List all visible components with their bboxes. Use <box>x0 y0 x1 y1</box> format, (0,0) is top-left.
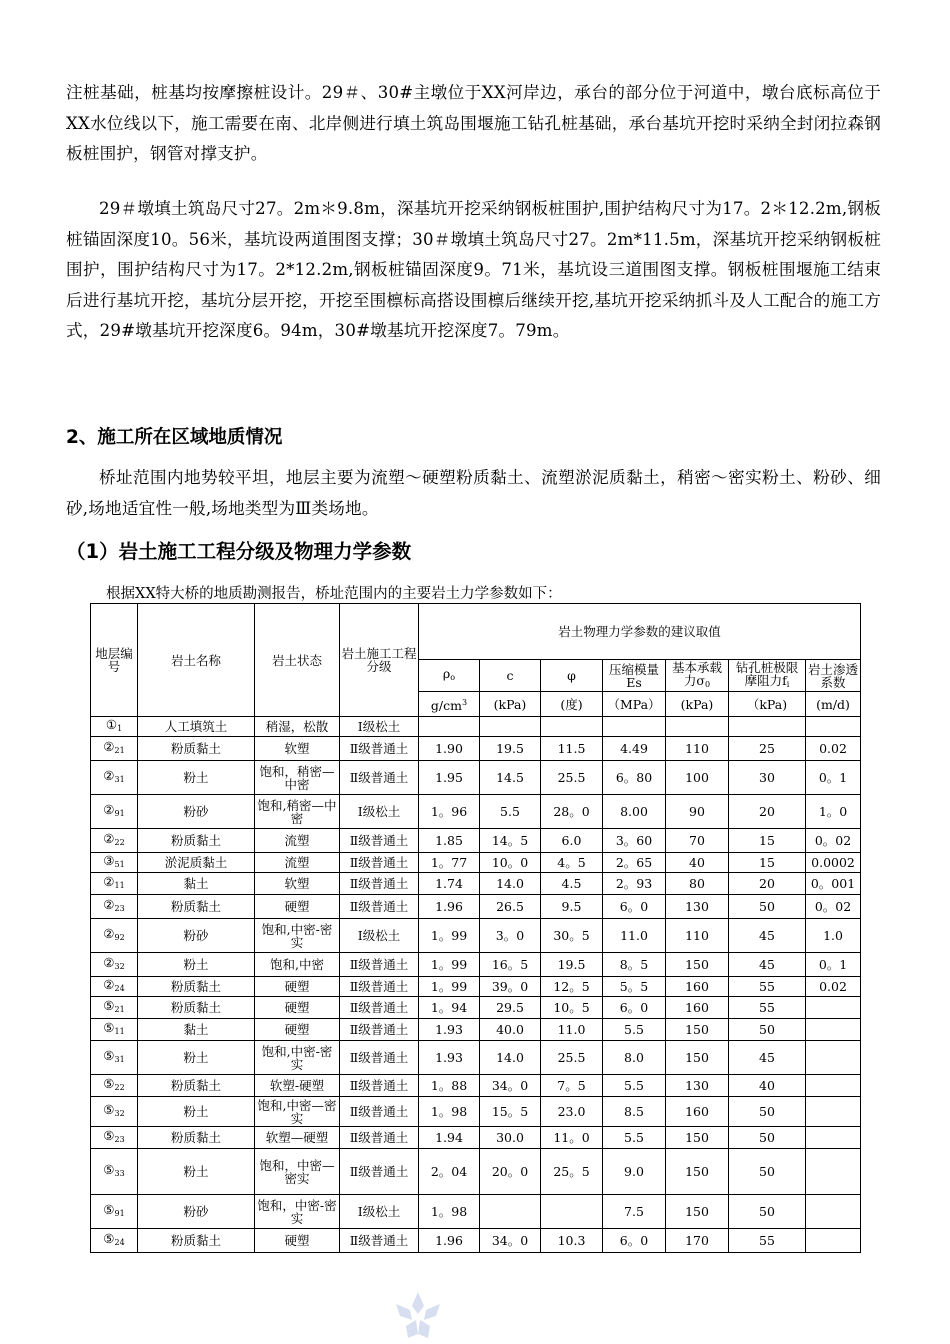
cell-pile-friction: 40 <box>729 1075 806 1097</box>
cell-permeability <box>806 1195 861 1229</box>
cell-cohesion: 30.0 <box>480 1127 541 1149</box>
cell-friction-angle: 10。5 <box>541 997 603 1019</box>
paragraph-pile-foundation: 注桩基础，桩基均按摩擦桩设计。29＃、30#主墩位于XX河岸边，承台的部分位于河道中，墩台底标高位于XX水位线以下，施工需要在南、北岸侧进行填土筑岛围堰施工钻孔桩基础，承台基坑开挖时采纳全封闭拉森钢板桩围护，钢管对撑支护。 <box>66 83 881 164</box>
cell-density: 1。98 <box>419 1097 480 1127</box>
cell-compression-modulus: 8.00 <box>603 795 666 829</box>
header-parameter-group: 岩土物理力学参数的建议取值 <box>419 604 861 660</box>
cell-friction-angle: 25。5 <box>541 1149 603 1195</box>
unit-permeability: (m/d) <box>806 692 861 717</box>
cell-permeability: 0。001 <box>806 873 861 895</box>
cell-soil-name: 粉土 <box>138 761 255 795</box>
soil-parameters-table <box>90 603 861 1253</box>
table-row <box>91 1149 861 1195</box>
cell-compression-modulus: 4.49 <box>603 737 666 761</box>
cell-soil-name: 粉土 <box>138 1097 255 1127</box>
header-bearing-capacity: 基本承载力$\sigma_0$ <box>666 660 729 692</box>
cell-bearing-capacity: 170 <box>666 1229 729 1253</box>
cell-compression-modulus: 5.5 <box>603 1127 666 1149</box>
cell-construction-grade: Ⅱ级普通土 <box>340 1097 419 1127</box>
cell-soil-state: 硬塑 <box>255 1019 340 1041</box>
cell-compression-modulus: 6。0 <box>603 997 666 1019</box>
cell-permeability <box>806 1149 861 1195</box>
cell-friction-angle: 9.5 <box>541 895 603 919</box>
cell-compression-modulus <box>603 717 666 737</box>
cell-friction-angle: 11.0 <box>541 1019 603 1041</box>
cell-construction-grade: Ⅱ级普通土 <box>340 1127 419 1149</box>
cell-construction-grade: Ⅱ级普通土 <box>340 977 419 997</box>
header-soil-name: 岩土名称 <box>138 604 255 717</box>
cell-permeability <box>806 1127 861 1149</box>
cell-soil-state: 流塑 <box>255 853 340 873</box>
cell-permeability <box>806 1019 861 1041</box>
unit-density: $g/cm^3$ <box>419 692 480 717</box>
cell-pile-friction: 20 <box>729 795 806 829</box>
cell-cohesion: 14。5 <box>480 829 541 853</box>
cell-friction-angle: 30。5 <box>541 919 603 953</box>
cell-density: 1.93 <box>419 1041 480 1075</box>
cell-compression-modulus: 6。0 <box>603 895 666 919</box>
table-row <box>91 1229 861 1253</box>
cell-friction-angle: 28。0 <box>541 795 603 829</box>
cell-compression-modulus: 5.5 <box>603 1019 666 1041</box>
cell-compression-modulus: 2。93 <box>603 873 666 895</box>
cell-density: 1。77 <box>419 853 480 873</box>
cell-soil-state: 饱和，稍密—中密 <box>255 761 340 795</box>
cell-soil-state: 硬塑 <box>255 997 340 1019</box>
cell-layer-no: $⑤_{23}$ <box>91 1127 138 1149</box>
table-row <box>91 853 861 873</box>
cell-permeability <box>806 1041 861 1075</box>
cell-construction-grade: Ⅱ级普通土 <box>340 873 419 895</box>
unit-friction-angle: (度) <box>541 692 603 717</box>
cell-density: 1。99 <box>419 977 480 997</box>
cell-cohesion: 39。0 <box>480 977 541 997</box>
cell-compression-modulus: 3。60 <box>603 829 666 853</box>
cell-cohesion <box>480 717 541 737</box>
cell-construction-grade: Ⅱ级普通土 <box>340 1041 419 1075</box>
cell-density: 1。99 <box>419 919 480 953</box>
cell-compression-modulus: 5.5 <box>603 1075 666 1097</box>
cell-permeability: 0.0002 <box>806 853 861 873</box>
cell-pile-friction: 20 <box>729 873 806 895</box>
cell-bearing-capacity: 150 <box>666 953 729 977</box>
cell-layer-no: $⑤_{21}$ <box>91 997 138 1019</box>
cell-layer-no: $②_{92}$ <box>91 919 138 953</box>
cell-permeability: 0。1 <box>806 953 861 977</box>
cell-pile-friction: 30 <box>729 761 806 795</box>
cell-pile-friction: 55 <box>729 1229 806 1253</box>
cell-permeability <box>806 717 861 737</box>
header-density: $\rho_o$ <box>419 660 480 692</box>
cell-compression-modulus: 8。5 <box>603 953 666 977</box>
cell-density: 1。99 <box>419 953 480 977</box>
cell-friction-angle <box>541 1195 603 1229</box>
cell-construction-grade: Ⅱ级普通土 <box>340 895 419 919</box>
cell-pile-friction: 50 <box>729 1127 806 1149</box>
cell-cohesion: 14.0 <box>480 1041 541 1075</box>
cell-construction-grade: Ⅱ级普通土 <box>340 829 419 853</box>
cell-soil-name: 人工填筑土 <box>138 717 255 737</box>
cell-density: 1。98 <box>419 1195 480 1229</box>
cell-density: 1。88 <box>419 1075 480 1097</box>
table-body <box>91 717 861 1253</box>
cell-soil-name: 粉土 <box>138 1041 255 1075</box>
cell-layer-no: $⑤_{33}$ <box>91 1149 138 1195</box>
cell-compression-modulus: 7.5 <box>603 1195 666 1229</box>
cell-permeability <box>806 997 861 1019</box>
cell-cohesion: 14.5 <box>480 761 541 795</box>
cell-friction-angle: 7。5 <box>541 1075 603 1097</box>
cell-bearing-capacity: 150 <box>666 1127 729 1149</box>
cell-construction-grade: Ⅱ级普通土 <box>340 737 419 761</box>
table-row <box>91 1127 861 1149</box>
cell-bearing-capacity: 110 <box>666 737 729 761</box>
table-row <box>91 761 861 795</box>
cell-construction-grade: Ⅰ级松土 <box>340 795 419 829</box>
cell-soil-name: 粉土 <box>138 1149 255 1195</box>
cell-bearing-capacity: 150 <box>666 1195 729 1229</box>
table-row <box>91 795 861 829</box>
cell-friction-angle: 25.5 <box>541 761 603 795</box>
table-row <box>91 829 861 853</box>
cell-friction-angle <box>541 717 603 737</box>
cell-cohesion: 10。0 <box>480 853 541 873</box>
cell-soil-state: 饱和，中密-密实 <box>255 1195 340 1229</box>
cell-construction-grade: Ⅱ级普通土 <box>340 1229 419 1253</box>
cell-friction-angle: 4.5 <box>541 873 603 895</box>
cell-cohesion: 3。0 <box>480 919 541 953</box>
cell-soil-state: 稍湿，松散 <box>255 717 340 737</box>
cell-pile-friction: 50 <box>729 1097 806 1127</box>
cell-permeability: 0.02 <box>806 737 861 761</box>
subsection-heading-soil-params: （1）岩土施工工程分级及物理力学参数 <box>66 540 412 563</box>
cell-permeability: 0.02 <box>806 977 861 997</box>
table-row <box>91 895 861 919</box>
cell-bearing-capacity: 130 <box>666 1075 729 1097</box>
header-permeability: 岩土渗透系数 <box>806 660 861 692</box>
cell-soil-state: 软塑—硬塑 <box>255 1127 340 1149</box>
cell-density <box>419 717 480 737</box>
cell-soil-name: 黏土 <box>138 873 255 895</box>
cell-layer-no: $⑤_{24}$ <box>91 1229 138 1253</box>
cell-friction-angle: 12。5 <box>541 977 603 997</box>
cell-compression-modulus: 6。80 <box>603 761 666 795</box>
cell-construction-grade: Ⅱ级普通土 <box>340 953 419 977</box>
cell-permeability: 0。1 <box>806 761 861 795</box>
cell-soil-state: 软塑-硬塑 <box>255 1075 340 1097</box>
cell-pile-friction: 50 <box>729 1195 806 1229</box>
unit-compression-modulus: （MPa） <box>603 692 666 717</box>
table-row <box>91 717 861 737</box>
cell-cohesion: 16。5 <box>480 953 541 977</box>
cell-density: 1。94 <box>419 997 480 1019</box>
cell-layer-no: $⑤_{22}$ <box>91 1075 138 1097</box>
cell-layer-no: $②_{31}$ <box>91 761 138 795</box>
cell-soil-name: 粉土 <box>138 953 255 977</box>
table-row <box>91 1097 861 1127</box>
cell-cohesion: 14.0 <box>480 873 541 895</box>
cell-density: 1。96 <box>419 795 480 829</box>
cell-cohesion: 29.5 <box>480 997 541 1019</box>
cell-friction-angle: 25.5 <box>541 1041 603 1075</box>
cell-friction-angle: 11.5 <box>541 737 603 761</box>
cell-soil-state: 流塑 <box>255 829 340 853</box>
cell-bearing-capacity: 70 <box>666 829 729 853</box>
header-compression-modulus: 压缩模量Es <box>603 660 666 692</box>
cell-compression-modulus: 8.0 <box>603 1041 666 1075</box>
cell-pile-friction: 15 <box>729 853 806 873</box>
cell-soil-state: 硬塑 <box>255 895 340 919</box>
cell-friction-angle: 10.3 <box>541 1229 603 1253</box>
cell-soil-name: 粉质黏土 <box>138 1229 255 1253</box>
cell-soil-state: 饱和,中密-密实 <box>255 1041 340 1075</box>
cell-soil-name: 粉砂 <box>138 919 255 953</box>
cell-layer-no: $②_{11}$ <box>91 873 138 895</box>
cell-soil-name: 粉质黏土 <box>138 737 255 761</box>
cell-density: 1.95 <box>419 761 480 795</box>
table-row <box>91 977 861 997</box>
cell-cohesion <box>480 1195 541 1229</box>
table-row <box>91 1075 861 1097</box>
header-construction-grade: 岩土施工工程分级 <box>340 604 419 717</box>
unit-pile-friction: （kPa) <box>729 692 806 717</box>
cell-pile-friction: 45 <box>729 953 806 977</box>
cell-soil-name: 淤泥质黏土 <box>138 853 255 873</box>
header-pile-friction: 钻孔桩极限摩阻力$f_i$ <box>729 660 806 692</box>
cell-soil-state: 饱和,稍密—中密 <box>255 795 340 829</box>
cell-cohesion: 40.0 <box>480 1019 541 1041</box>
cell-soil-state: 软塑 <box>255 737 340 761</box>
cell-soil-name: 粉质黏土 <box>138 997 255 1019</box>
cell-pile-friction: 50 <box>729 1019 806 1041</box>
cell-layer-no: $②_{32}$ <box>91 953 138 977</box>
cell-density: 1.94 <box>419 1127 480 1149</box>
cell-layer-no: $⑤_{11}$ <box>91 1019 138 1041</box>
cell-cohesion: 5.5 <box>480 795 541 829</box>
cell-permeability: 1。0 <box>806 795 861 829</box>
cell-cohesion: 19.5 <box>480 737 541 761</box>
unit-bearing-capacity: (kPa) <box>666 692 729 717</box>
cell-friction-angle: 11。0 <box>541 1127 603 1149</box>
cell-permeability: 0。02 <box>806 895 861 919</box>
cell-compression-modulus: 6。0 <box>603 1229 666 1253</box>
table-intro-text: 根据XX特大桥的地质勘测报告，桥址范围内的主要岩土力学参数如下： <box>106 586 562 602</box>
cell-cohesion: 34。0 <box>480 1229 541 1253</box>
table-row <box>91 919 861 953</box>
cell-layer-no: $②_{91}$ <box>91 795 138 829</box>
cell-layer-no: $⑤_{91}$ <box>91 1195 138 1229</box>
header-friction-angle: φ <box>541 660 603 692</box>
cell-soil-state: 饱和,中密 <box>255 953 340 977</box>
cell-bearing-capacity: 40 <box>666 853 729 873</box>
header-layer-no: 地层编号 <box>91 604 138 717</box>
cell-pile-friction: 45 <box>729 1041 806 1075</box>
cell-pile-friction: 25 <box>729 737 806 761</box>
cell-soil-name: 粉砂 <box>138 1195 255 1229</box>
cell-compression-modulus: 5。5 <box>603 977 666 997</box>
cell-soil-name: 粉质黏土 <box>138 1127 255 1149</box>
cell-bearing-capacity: 150 <box>666 1149 729 1195</box>
cell-construction-grade: Ⅱ级普通土 <box>340 1019 419 1041</box>
cell-construction-grade: Ⅱ级普通土 <box>340 997 419 1019</box>
cell-bearing-capacity: 80 <box>666 873 729 895</box>
cell-density: 1.74 <box>419 873 480 895</box>
cell-bearing-capacity: 150 <box>666 1019 729 1041</box>
cell-construction-grade: Ⅱ级普通土 <box>340 853 419 873</box>
watermark-logo-icon <box>378 1286 458 1344</box>
cell-construction-grade: Ⅱ级普通土 <box>340 1075 419 1097</box>
cell-density: 2。04 <box>419 1149 480 1195</box>
paragraph-cofferdam: 29＃墩填土筑岛尺寸27。2m＊9.8m，深基坑开挖采纳钢板桩围护,围护结构尺寸为17。2＊12.2m,钢板桩锚固深度10。56米，基坑设两道围图支撑；30＃墩填土筑岛尺寸27。2m*11.5m，深基坑开挖采纳钢板桩围护，围护结构尺寸为17。2*12.2m,钢板桩锚固深度9。71米，基坑设三道围图支撑。钢板桩围堰施工结束后进行基坑开挖，基坑分层开挖，开挖至围檩标高搭设围檩后继续开挖,基坑开挖采纳抓斗及人工配合的施工方式，29#墩基坑开挖深度6。94m，30#墩基坑开挖深度7。79m。 <box>66 199 881 341</box>
cell-permeability: 0。02 <box>806 829 861 853</box>
cell-layer-no: $③_{51}$ <box>91 853 138 873</box>
cell-layer-no: $②_{22}$ <box>91 829 138 853</box>
table-row <box>91 997 861 1019</box>
table-row <box>91 953 861 977</box>
cell-construction-grade: Ⅰ级松土 <box>340 717 419 737</box>
cell-layer-no: $⑤_{31}$ <box>91 1041 138 1075</box>
cell-construction-grade: Ⅱ级普通土 <box>340 761 419 795</box>
cell-bearing-capacity: 160 <box>666 977 729 997</box>
cell-pile-friction: 55 <box>729 977 806 997</box>
cell-layer-no: $①_1$ <box>91 717 138 737</box>
cell-bearing-capacity: 160 <box>666 997 729 1019</box>
cell-density: 1.93 <box>419 1019 480 1041</box>
cell-soil-name: 粉质黏土 <box>138 977 255 997</box>
cell-construction-grade: Ⅰ级松土 <box>340 919 419 953</box>
cell-permeability <box>806 1075 861 1097</box>
cell-density: 1.96 <box>419 895 480 919</box>
cell-cohesion: 15。5 <box>480 1097 541 1127</box>
cell-layer-no: $②_{24}$ <box>91 977 138 997</box>
cell-soil-state: 硬塑 <box>255 977 340 997</box>
cell-compression-modulus: 9.0 <box>603 1149 666 1195</box>
cell-cohesion: 20。0 <box>480 1149 541 1195</box>
cell-friction-angle: 23.0 <box>541 1097 603 1127</box>
cell-bearing-capacity: 100 <box>666 761 729 795</box>
section-heading-geology: 2、施工所在区域地质情况 <box>66 427 283 448</box>
cell-construction-grade: Ⅱ级普通土 <box>340 1149 419 1195</box>
cell-layer-no: $②_{21}$ <box>91 737 138 761</box>
cell-soil-name: 粉质黏土 <box>138 1075 255 1097</box>
cell-soil-state: 饱和，中密—密实 <box>255 1149 340 1195</box>
cell-layer-no: $⑤_{32}$ <box>91 1097 138 1127</box>
cell-soil-state: 饱和,中密—密实 <box>255 1097 340 1127</box>
cell-friction-angle: 4。5 <box>541 853 603 873</box>
cell-pile-friction: 15 <box>729 829 806 853</box>
table-row <box>91 737 861 761</box>
cell-bearing-capacity: 130 <box>666 895 729 919</box>
cell-soil-state: 饱和,中密-密实 <box>255 919 340 953</box>
cell-layer-no: $②_{23}$ <box>91 895 138 919</box>
header-cohesion: c <box>480 660 541 692</box>
cell-bearing-capacity: 150 <box>666 1041 729 1075</box>
cell-soil-name: 粉砂 <box>138 795 255 829</box>
cell-soil-name: 黏土 <box>138 1019 255 1041</box>
cell-pile-friction: 45 <box>729 919 806 953</box>
cell-pile-friction: 55 <box>729 997 806 1019</box>
table-row <box>91 1195 861 1229</box>
cell-density: 1.90 <box>419 737 480 761</box>
cell-soil-state: 软塑 <box>255 873 340 895</box>
header-soil-state: 岩土状态 <box>255 604 340 717</box>
cell-cohesion: 26.5 <box>480 895 541 919</box>
cell-compression-modulus: 11.0 <box>603 919 666 953</box>
table-row <box>91 1041 861 1075</box>
cell-bearing-capacity: 160 <box>666 1097 729 1127</box>
cell-compression-modulus: 2。65 <box>603 853 666 873</box>
cell-permeability: 1.0 <box>806 919 861 953</box>
table-row <box>91 1019 861 1041</box>
cell-soil-state: 硬塑 <box>255 1229 340 1253</box>
cell-friction-angle: 6.0 <box>541 829 603 853</box>
cell-soil-name: 粉质黏土 <box>138 829 255 853</box>
cell-permeability <box>806 1229 861 1253</box>
cell-cohesion: 34。0 <box>480 1075 541 1097</box>
paragraph-terrain: 桥址范围内地势较平坦，地层主要为流塑～硬塑粉质黏土、流塑淤泥质黏土，稍密～密实粉土、粉砂、细砂,场地适宜性一般,场地类型为Ⅲ类场地。 <box>66 468 881 518</box>
cell-friction-angle: 19.5 <box>541 953 603 977</box>
table-row <box>91 873 861 895</box>
cell-bearing-capacity: 90 <box>666 795 729 829</box>
cell-pile-friction: 50 <box>729 1149 806 1195</box>
cell-pile-friction <box>729 717 806 737</box>
cell-soil-name: 粉质黏土 <box>138 895 255 919</box>
cell-bearing-capacity <box>666 717 729 737</box>
cell-construction-grade: Ⅰ级松土 <box>340 1195 419 1229</box>
cell-permeability <box>806 1097 861 1127</box>
cell-pile-friction: 50 <box>729 895 806 919</box>
cell-compression-modulus: 8.5 <box>603 1097 666 1127</box>
cell-density: 1.85 <box>419 829 480 853</box>
cell-density: 1.96 <box>419 1229 480 1253</box>
unit-cohesion: (kPa) <box>480 692 541 717</box>
cell-bearing-capacity: 110 <box>666 919 729 953</box>
